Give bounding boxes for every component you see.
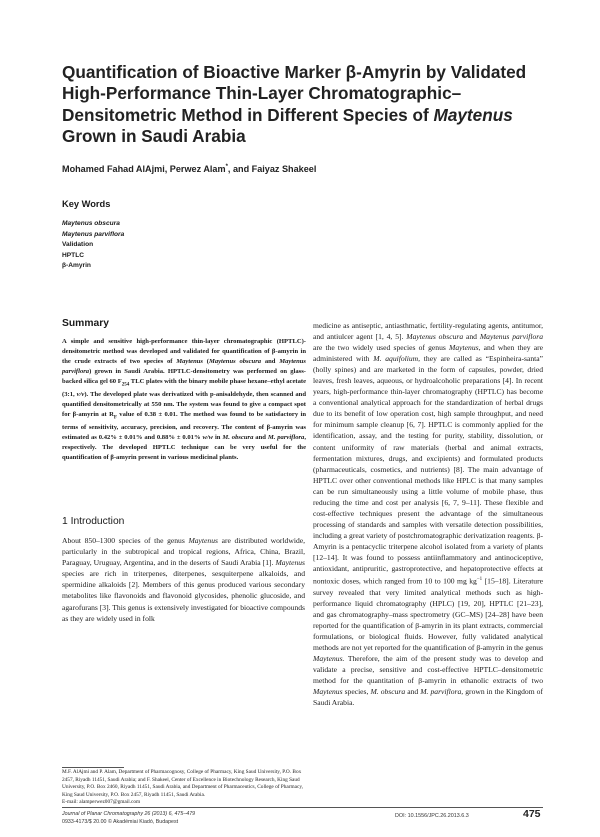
authors-first: Mohamed Fahad AlAjmi, Perwez Alam (62, 164, 226, 175)
footer-divider (62, 807, 543, 808)
issn-line: 0933-4173/$ 20.00 © Akadémiai Kiadó, Budapest (62, 818, 179, 825)
summary-run: and (261, 357, 280, 365)
body-italic: M. obscura (370, 687, 406, 697)
corresponding-mark: * (225, 164, 228, 170)
article-title (62, 62, 562, 148)
body-run: and (463, 332, 480, 342)
summary-run: A simple and sensitive high-performance thin-layer chromatographic (HPTLC)-densitometric method was developed and validated for quantification of β-amyrin in the crude extracts of two species of (62, 338, 306, 365)
introduction-left-column (62, 535, 305, 624)
summary-subscript: 254 (121, 382, 130, 388)
keyword-item: β-Amyrin (62, 262, 91, 270)
affiliation-text: M.F. AlAjmi and P. Alam, Department of Pharmacognosy, College of Pharmacy, King Saud University, P.O. Box 2457, Riyadh 11451, Saudi Arabia; and F. Shakeel, Center of Excellence in Biotechnology Research, King Saud University, P.O. Box 2460, Riyadh 11451, Saudi Arabia, and Department of Pharmaceutics, College of Pharmacy, King Saud University, P.O. Box 2457, Riyadh 11451, Saudi Arabia. (62, 769, 303, 798)
author-list (62, 164, 316, 174)
body-run: are distributed worldwide, particularly in the subtropical and tropical regions, Africa, China, Brazil, Paraguay, Uruguay, Argentina, and in the deserts of Saudi Arabia [1]. (62, 536, 306, 568)
summary-italic: v/v (76, 391, 85, 399)
body-run: and when they are administered with (313, 343, 543, 364)
body-run: are the two widely used species of genus (313, 343, 450, 353)
body-italic: Maytenus. (313, 653, 345, 663)
keywords-list (62, 219, 124, 272)
summary-run: value of 0.38 ± 0.01. The method was found to be satisfactory in terms of sensitivity, accuracy, precision, and recovery. The content of β-amyrin was estimated as 0.42% ± 0.01% and 0.88% ± 0.01% (62, 410, 307, 442)
summary-italic: Maytenus obscura (208, 357, 262, 365)
body-run: medicine as antiseptic, antiasthmatic, fertility-regulating agents, antitumor, and antiulcer agent [1, 4, 5]. (313, 321, 543, 342)
doi: DOI: 10.1556/JPC.26.2013.6.3 (395, 813, 469, 819)
body-superscript: −1 (476, 577, 483, 583)
summary-italic: Maytenus parviflora (62, 357, 306, 375)
body-italic: Maytenus, (449, 343, 481, 353)
authors-last: , and Faiyaz Shakeel (227, 164, 317, 175)
summary-italic: Maytenus (176, 357, 203, 365)
body-run: grown in the Kingdom of Saudi Arabia. (313, 687, 544, 708)
summary-run: ). The developed plate was derivatized with p-anisaldehyde, then scanned and quantified densitometrically at 550 nm. The system was found to give a compact spot for β-amyrin at R (62, 391, 306, 418)
summary-text (62, 337, 306, 463)
summary-run: , respectively. The developed HPTLC technique can be very useful for the quantification of β-amyrin present in various medicinal plants. (62, 434, 307, 462)
summary-run: TLC plates with the binary mobile phase hexane–ethyl acetate (3:1, (62, 377, 306, 399)
body-run: Therefore, the aim of the present study was to develop and validate a precise, sensitive and cost-effective HPTLC–densitometric method for the quantitation of β-amyrin in ethanolic extracts of two (313, 653, 543, 686)
title-text: Quantification of Bioactive Marker β-Amyrin by Validated High-Performance Thin-Layer Chromatographic–Densitometric Method in Different Species of (62, 62, 527, 125)
introduction-heading: 1 Introduction (62, 516, 125, 527)
summary-run: in (213, 434, 223, 442)
author-affiliations (62, 769, 305, 807)
body-italic: Maytenus (275, 558, 305, 568)
contact-email: E-mail: alamperwez007@gmail.com (62, 799, 141, 806)
body-italic: M. parviflora, (420, 687, 464, 697)
summary-italic: w/w (202, 434, 214, 442)
body-italic: Maytenus (188, 536, 218, 545)
keyword-item: Validation (62, 241, 94, 249)
body-italic: M. aquifolium, (373, 354, 421, 364)
keyword-item: Maytenus parviflora (62, 230, 125, 238)
keyword-item: Maytenus obscura (62, 220, 120, 227)
summary-italic: M. parviflora (267, 434, 305, 442)
title-text-end: Grown in Saudi Arabia (62, 126, 246, 147)
introduction-right-column (313, 320, 543, 708)
title-genus: Maytenus (433, 104, 513, 125)
body-run: species, (342, 687, 371, 697)
page-number: 475 (523, 808, 541, 820)
body-run: [15–18]. Literature survey revealed that very limited analytical methods such as high-performance liquid chromatography (HPLC) [19, 20], HPTLC [21–23], and gas chromatography–mass spectrometry (GC–MS) [24–28] have been reported for the quantification of β-amyrin in its plant extracts, commercial formulations, or biological fluids. However, fully validated analytical methods are not yet reported for the quantification of β-amyrin in the genus (313, 576, 544, 652)
body-italic: Maytenus obscura (406, 332, 464, 342)
keywords-heading: Key Words (62, 199, 111, 209)
summary-run: ( (202, 357, 209, 365)
journal-reference: Journal of Planar Chromatography 26 (2013) 6, 475–479 (62, 811, 196, 817)
summary-subscript: F (113, 415, 117, 421)
summary-run: and (253, 434, 268, 442)
body-run: species are rich in triterpenes, diterpenes, sesquiterpene alkaloids, and spermidine alkaloids [2]. Members of this genus produced various secondary metabolites like flavonoids and flavonoid glycosides, phenolic glucoside, and agarofurans [3]. This genus is extensively investigated for bioactive compounds as they are widely used in folk (62, 569, 305, 623)
body-italic: Maytenus (313, 687, 343, 697)
summary-heading: Summary (62, 318, 109, 329)
body-run: and (405, 687, 421, 697)
body-run: they are called as “Espinheira-santa” (holly spines) and are marketed in the form of capsules, powder, dried leaves, fresh leaves, aqueous, or hydroalcoholic preparations [4]. In recent years, high-performance thin-layer chromatography (HPTLC) has become a conventional analytical approach for the standardization of herbal drugs due to its benefit of low operation cost, high sample throughput, and need for minimum sample cleanup [6, 7]. HPTLC is commonly applied for the identification, assay, and the testing for purity, stability, dissolution, or content uniformity of raw materials (herbal and animal extracts, fermentation mixtures, drugs, and excipients) and formulated products (pharmaceuticals, cosmetics, and nutrients) [8]. The main advantage of HPTLC over other conventional methods like HPLC is that many samples can be run simultaneously using a little volume of mobile phase, thus reducing the time and cost per analysis [6, 7, 9–11]. These flexible and cost-effective techniques present the advantage of the simultaneous processing of standards and samples with versatile detection possibilities, including a great variety of postchromatographic derivatization reagents. β-Amyrin is a pentacyclic triterpene alcohol isolated from a variety of plants [12–14]. It was found to possess antiinflammatory and antinociceptive, antioxidant, antipruritic, gastroprotective, and hepatoprotective effects at nontoxic doses, which ranged from 10 to 100 mg kg (313, 354, 543, 586)
summary-italic: M. obscura (222, 434, 254, 442)
keyword-item: HPTLC (62, 251, 84, 259)
body-italic: Maytenus parviflora (479, 332, 544, 342)
body-run: About 850–1300 species of the genus (62, 536, 189, 545)
summary-run: ) grown in Saudi Arabia. HPTLC-densitometry was performed on glass-backed silica gel 60 F (62, 367, 306, 385)
journal-citation (62, 811, 195, 826)
footnote-divider (62, 767, 124, 768)
